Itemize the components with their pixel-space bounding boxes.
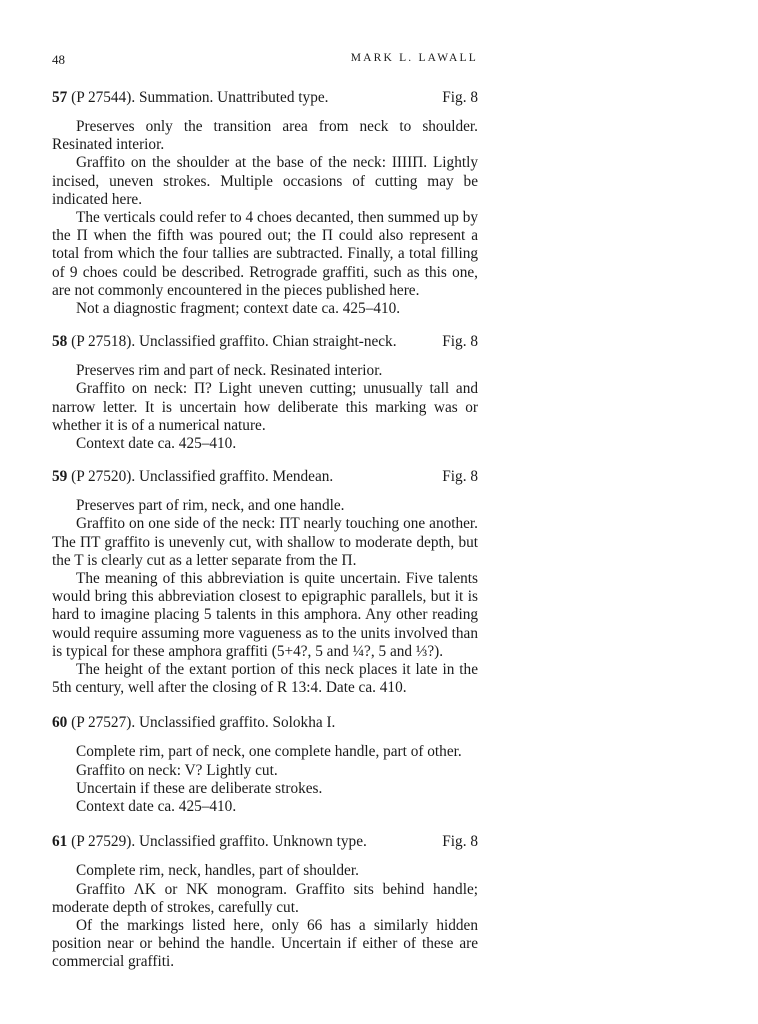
figure-reference: Fig. 8 — [442, 89, 478, 106]
entry-heading — [52, 333, 478, 353]
entry-number: 57 — [52, 89, 68, 106]
entry-paragraph: Preserves only the transition area from neck to shoulder. Resinated interior. — [52, 118, 478, 154]
running-head — [52, 52, 478, 72]
entry-title: (P 27527). Unclassified graffito. Solokha I. — [71, 714, 336, 732]
entry-paragraph: Of the markings listed here, only 66 has a similarly hidden position near or behind the handle. Uncertain if either of these are commercial graffiti. — [52, 916, 478, 971]
figure-reference: Fig. 8 — [442, 333, 478, 351]
catalogue-entry-58 — [52, 333, 478, 453]
entry-body — [52, 862, 478, 971]
entry-number: 60 — [52, 714, 68, 732]
entry-heading — [52, 89, 478, 109]
entry-body — [52, 497, 478, 697]
entry-paragraph: Graffito on neck: V? Lightly cut. — [76, 761, 278, 779]
entry-title: (P 27518). Unclassified graffito. Chian straight-neck. — [71, 333, 397, 351]
entry-paragraph: Graffito ΛK or NK monogram. Graffito sits behind handle; moderate depth of strokes, carefully cut. — [52, 880, 478, 916]
entry-paragraph: The meaning of this abbreviation is quite uncertain. Five talents would bring this abbreviation closest to epigraphic parallels, but it is hard to imagine placing 5 talents in this amphora. Any other reading would require assuming more vagueness as to the units involved than is typical for these amphora graffiti (5+4?, 5 and ¼?, 5 and ⅓?). — [52, 570, 478, 660]
entry-paragraph: Context date ca. 425–410. — [76, 798, 237, 816]
page-number: 48 — [52, 52, 65, 67]
entry-paragraph: Preserves part of rim, neck, and one handle. — [76, 497, 345, 515]
running-head-author: MARK L. LAWALL — [350, 52, 478, 64]
catalogue-entry-59 — [52, 468, 478, 697]
entry-paragraph: Complete rim, neck, handles, part of shoulder. — [76, 862, 359, 880]
entry-paragraph: Not a diagnostic fragment; context date ca. 425–410. — [76, 300, 401, 318]
figure-reference: Fig. 8 — [442, 468, 478, 486]
figure-reference: Fig. 8 — [442, 833, 478, 851]
catalogue-entry-57 — [52, 89, 478, 318]
entry-title: (P 27520). Unclassified graffito. Mendean. — [71, 468, 334, 486]
catalogue-entries — [52, 89, 478, 972]
entry-heading — [52, 468, 478, 488]
catalogue-entry-60 — [52, 714, 478, 816]
entry-title: (P 27529). Unclassified graffito. Unknown type. — [71, 833, 367, 851]
entry-number: 58 — [52, 333, 68, 351]
entry-title: (P 27544). Summation. Unattributed type. — [71, 89, 329, 106]
entry-heading — [52, 714, 478, 734]
entry-paragraph: The height of the extant portion of this neck places it late in the 5th century, well after the closing of R 13:4. Date ca. 410. — [52, 661, 478, 697]
entry-paragraph: Preserves rim and part of neck. Resinated interior. — [76, 362, 383, 380]
entry-paragraph: The verticals could refer to 4 choes decanted, then summed up by the Π when the fifth was poured out; the Π could also represent a total from which the four tallies are subtracted. Finally, a total filling of 9 choes could be described. Retrograde graffiti, such as this one, are not commonly encountered in the pieces published here. — [52, 209, 478, 299]
entry-heading — [52, 833, 478, 853]
entry-paragraph: Graffito on one side of the neck: ΠT nearly touching one another. The ΠT graffito is unevenly cut, with shallow to moderate depth, but the T is clearly cut as a letter separate from the Π. — [52, 515, 478, 569]
entry-body — [52, 362, 478, 453]
entry-paragraph: Graffito on the shoulder at the base of the neck: IIIIΠ. Lightly incised, uneven strokes. Multiple occasions of cutting may be indicated here. — [52, 154, 478, 208]
entry-paragraph: Context date ca. 425–410. — [76, 435, 237, 453]
entry-paragraph: Complete rim, part of neck, one complete handle, part of other. — [76, 743, 462, 761]
entry-number: 61 — [52, 833, 68, 851]
catalogue-entry-61 — [52, 833, 478, 971]
entry-paragraph: Graffito on neck: Π? Light uneven cutting; unusually tall and narrow letter. It is uncertain how deliberate this marking was or whether it is of a numerical nature. — [52, 380, 478, 434]
entry-paragraph: Uncertain if these are deliberate strokes. — [76, 779, 323, 797]
entry-number: 59 — [52, 468, 68, 486]
entry-body — [52, 118, 478, 318]
entry-body — [52, 743, 478, 816]
